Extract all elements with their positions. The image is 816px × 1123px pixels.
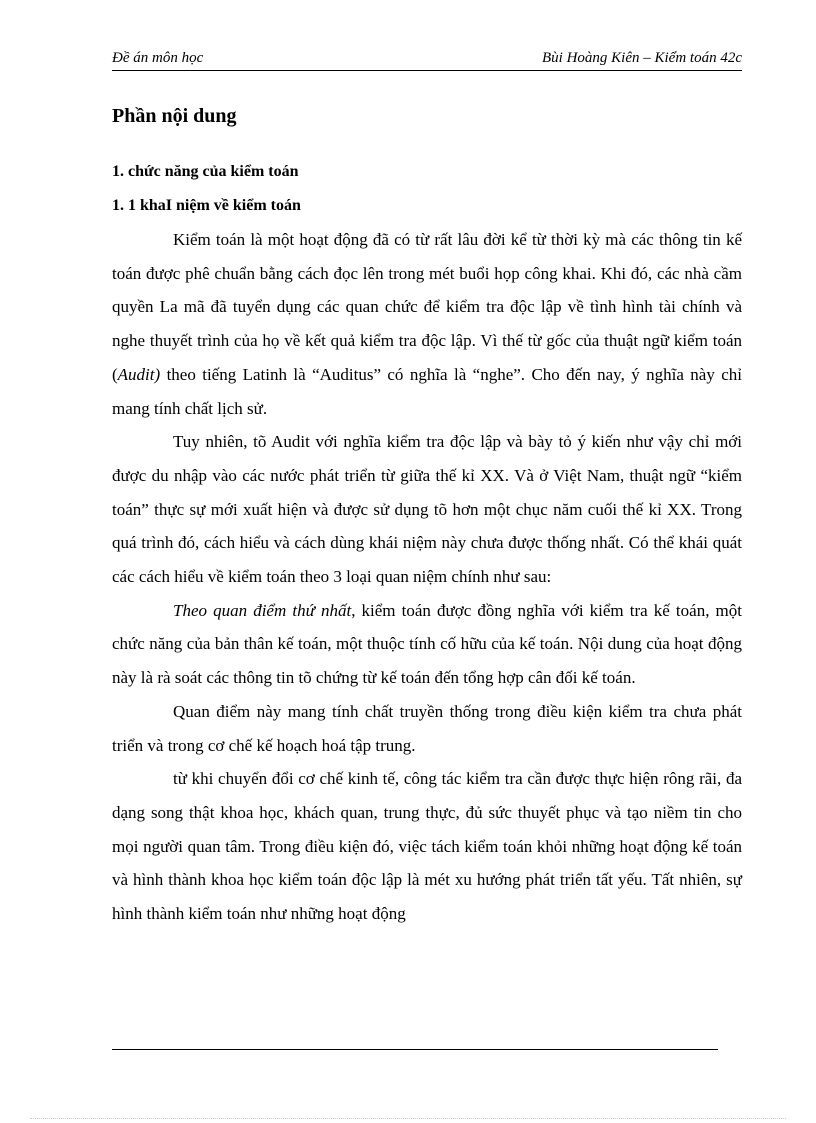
paragraph-3-text: , kiểm toán được đồng nghĩa với kiểm tra kế toán, một chức năng của bản thân kế toán, một thuộc tính cố hữu của kế toán. Nội dung của hoạt động này là rà soát các thông tin tõ chứng từ kế toán đến tổng hợp cân đối kế toán. <box>112 600 742 688</box>
paragraph-4: Quan điểm này mang tính chất truyền thống trong điều kiện kiểm tra chưa phát triển và trong cơ chế kế hoạch hoá tập trung. <box>112 701 742 755</box>
header-author: Bùi Hoàng Kiên – Kiểm toán 42c <box>542 50 742 66</box>
page-bottom-border <box>30 1118 786 1119</box>
footer-rule <box>112 1049 718 1050</box>
page-content <box>112 100 742 931</box>
page-header <box>112 50 742 71</box>
paragraph-5: từ khi chuyển đổi cơ chế kinh tế, công tác kiểm tra cần được thực hiện rông rãi, đa dạng song thật khoa học, khách quan, trung thực, đủ sức thuyết phục và tạo niềm tin cho mọi người quan tâm. Trong điều kiện đó, việc tách kiểm toán khỏi những hoạt động kế toán và hình thành khoa học kiểm toán độc lập là mét xu hướng phát triển tất yếu. Tất nhiên, sự hình thành kiểm toán như những hoạt động <box>112 769 742 924</box>
heading-concept-of-auditing: 1. 1 khaI niệm về kiểm toán <box>112 197 301 214</box>
heading-functions-of-auditing: 1. chức năng của kiểm toán <box>112 163 299 180</box>
paragraph-3 <box>112 594 742 695</box>
header-course-title: Đề án môn học <box>112 50 204 66</box>
paragraph-2: Tuy nhiên, tõ Audit với nghĩa kiểm tra độc lập và bày tỏ ý kiến như vậy chỉ mới được du nhập vào các nước phát triển từ giữa thế kỉ XX. Và ở Việt Nam, thuật ngữ “kiểm toán” thực sự mới xuất hiện và được sử dụng tõ hơn một chục năm cuối thế kỉ XX. Trong quá trình đó, cách hiểu và cách dùng khái niệm này chưa được thống nhất. Có thể khái quát các cách hiểu về kiểm toán theo 3 loại quan niệm chính như sau: <box>112 432 742 587</box>
paragraph-1-text-end: theo tiếng Latinh là “Auditus” có nghĩa là “nghe”. Cho đến nay, ý nghĩa này chỉ mang tính chất lịch sử. <box>112 364 742 418</box>
paragraph-1 <box>112 223 742 425</box>
section-title: Phần nội dung <box>112 105 237 127</box>
paragraph-1-text: Kiểm toán là một hoạt động đã có từ rất lâu đời kể từ thời kỳ mà các thông tin kế toán được phê chuẩn bằng cách đọc lên trong mét buổi họp công khai. Khi đó, các nhà cầm quyền La mã đã tuyển dụng các quan chức để kiểm tra độc lập về tình hình tài chính và nghe thuyết trình của họ về kết quả kiểm tra độc lập. Vì thế từ gốc của thuật ngữ kiểm toán ( <box>112 230 742 384</box>
paragraph-1-italic: Audit) <box>117 364 161 384</box>
paragraph-3-italic: Theo quan điểm thứ nhất <box>173 600 352 620</box>
